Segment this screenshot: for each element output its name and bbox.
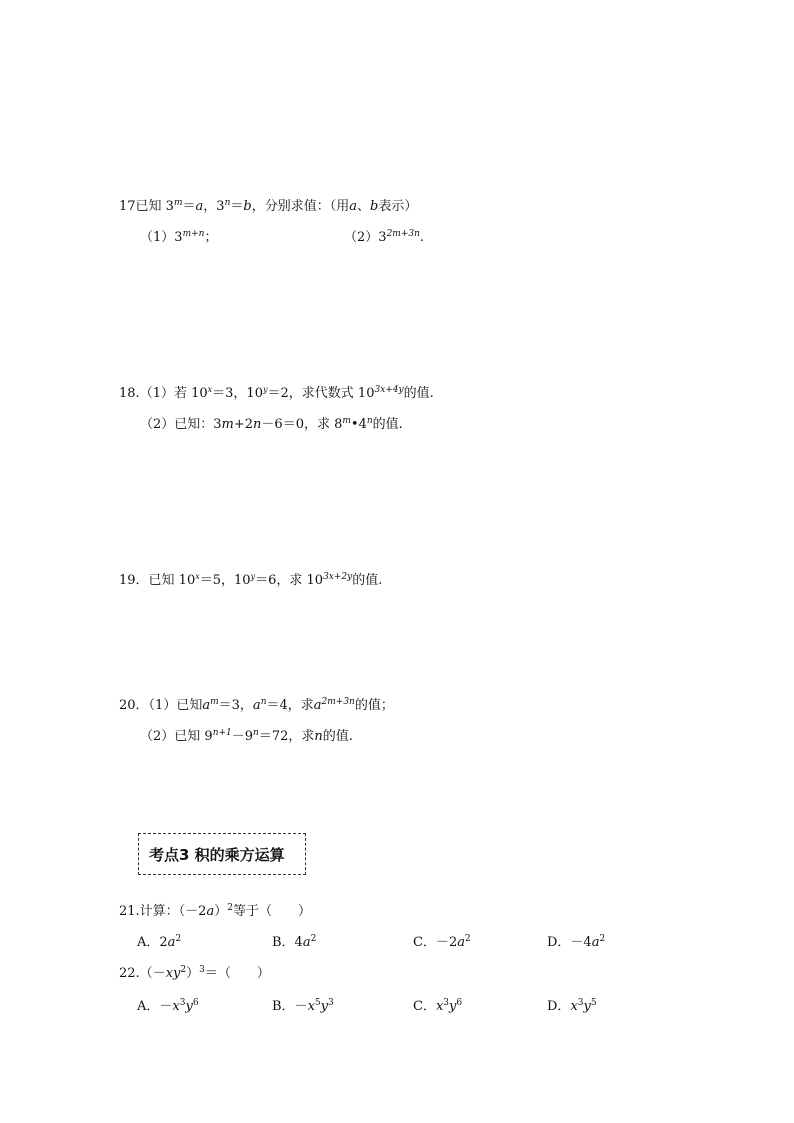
question-19-stem: 19．已知 $10^x=5$，$10^y=6$，求 $10^{3x+2y}$的值. — [119, 572, 383, 588]
question-18-part-1: 18.（1）若 $10^x=3$，$10^y=2$，求代数式 $10^{3x+4y}$的值. — [119, 385, 434, 401]
question-21-stem: 21.计算：$(-2a)^2$等于（ ） — [119, 903, 311, 919]
question-21-option-a[interactable]: A．$2a^2$ — [137, 934, 182, 950]
question-21-option-b[interactable]: B．$4a^2$ — [272, 934, 317, 950]
question-21-option-c[interactable]: C．$-2a^2$ — [413, 934, 471, 950]
section-title: 考点3 积的乘方运算 — [149, 845, 285, 864]
question-22-option-d[interactable]: D．$x^3y^5$ — [547, 998, 597, 1014]
question-17-stem: 17已知 $3^m=a$，$3^n=b$，分别求值：（用a、b表示） — [119, 198, 418, 214]
question-20-part-1: 20．（1）已知$a^m=3$，$a^n=4$，求$a^{2m+3n}$的值； — [119, 697, 394, 713]
question-22-option-b[interactable]: B．$-x^5y^3$ — [272, 998, 334, 1014]
section-heading-box — [138, 833, 306, 875]
question-17-part-1: $(1)3^{m+n}$； — [140, 229, 218, 245]
question-17-part-2: $(2)3^{2m+3n}$. — [344, 229, 425, 245]
question-22-stem: $22.(-xy^2)^3=$（ ） — [119, 965, 270, 981]
question-18-part-2: （2）已知：3m+2n－6＝0，求 8$^m$•4$^n$的值. — [140, 416, 403, 432]
question-20-part-2: （2）已知 $9^{n+1}-9^n=72$，求n的值. — [140, 728, 353, 744]
question-21-option-d[interactable]: D．$-4a^2$ — [547, 934, 606, 950]
question-22-option-c[interactable]: C．$x^3y^6$ — [413, 998, 463, 1014]
question-22-option-a[interactable]: A．$-x^3y^6$ — [137, 998, 199, 1014]
